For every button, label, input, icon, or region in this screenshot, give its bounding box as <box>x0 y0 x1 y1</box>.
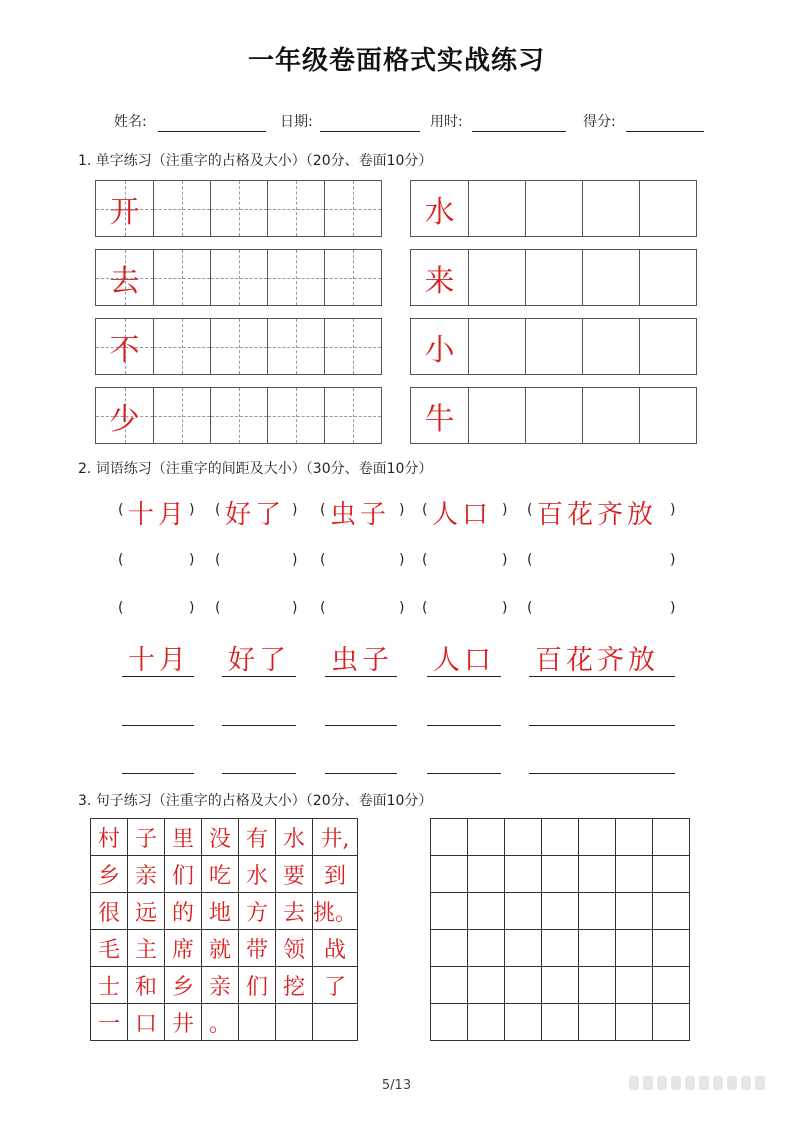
writing-line[interactable] <box>122 725 194 726</box>
char-practice-row <box>410 180 697 237</box>
sentence-cell <box>165 1004 202 1041</box>
sentence-char: 就 <box>208 937 231 963</box>
open-paren: ( <box>320 552 326 568</box>
sentence-cell <box>239 819 276 856</box>
sentence-cell <box>202 819 239 856</box>
sentence-cell <box>276 819 313 856</box>
writing-row <box>431 893 690 930</box>
sentence-char: 亲 <box>208 974 231 1000</box>
sentence-row <box>91 819 358 856</box>
model-word: 十月 <box>128 645 190 676</box>
writing-cell[interactable] <box>267 250 324 305</box>
close-paren: ) <box>399 600 405 616</box>
sentence-cell <box>165 893 202 930</box>
sentence-row <box>91 930 358 967</box>
writing-cell[interactable] <box>468 819 505 856</box>
writing-cell[interactable] <box>153 319 210 374</box>
sentence-cell <box>128 819 165 856</box>
writing-cell[interactable] <box>468 1004 505 1041</box>
writing-row <box>431 930 690 967</box>
sentence-cell <box>313 930 358 967</box>
writing-cell[interactable] <box>431 856 468 893</box>
sentence-char: 们 <box>171 863 194 889</box>
sentence-row <box>91 967 358 1004</box>
model-char-cell <box>96 181 153 236</box>
sentence-cell <box>91 1004 128 1041</box>
writing-line[interactable] <box>325 773 397 774</box>
sentence-cell <box>313 856 358 893</box>
sentence-char: 有 <box>245 826 268 852</box>
name-label: 姓名: <box>114 114 147 130</box>
sentence-char: 带 <box>245 937 268 963</box>
sentence-char: 了 <box>324 974 347 1000</box>
model-char-cell <box>411 250 468 305</box>
sentence-char: 的 <box>171 900 194 926</box>
writing-cell[interactable] <box>505 930 542 967</box>
close-paren: ) <box>502 600 508 616</box>
model-word: 百花齐放 <box>535 645 659 676</box>
sentence-cell <box>91 893 128 930</box>
sentence-cell <box>313 967 358 1004</box>
word-blank[interactable] <box>330 594 397 622</box>
sentence-cell <box>239 930 276 967</box>
writing-cell[interactable] <box>616 967 653 1004</box>
model-char-cell <box>411 388 468 443</box>
open-paren: ( <box>118 502 124 518</box>
writing-cell[interactable] <box>324 181 381 236</box>
close-paren: ) <box>670 600 676 616</box>
open-paren: ( <box>215 600 221 616</box>
word-blank[interactable] <box>432 546 500 574</box>
writing-cell[interactable] <box>616 856 653 893</box>
sentence-cell <box>276 930 313 967</box>
model-char: 开 <box>109 194 140 230</box>
writing-cell[interactable] <box>468 930 505 967</box>
sentence-cell <box>239 856 276 893</box>
sentence-cell <box>276 1004 313 1041</box>
writing-cell[interactable] <box>639 319 696 374</box>
close-paren: ) <box>399 552 405 568</box>
writing-cell[interactable] <box>542 856 579 893</box>
word-blank[interactable] <box>225 546 290 574</box>
watermark <box>629 1076 765 1090</box>
section1-label: 1. 单字练习（注重字的占格及大小）（20分、卷面10分） <box>78 153 433 169</box>
writing-cell[interactable] <box>153 250 210 305</box>
writing-cell[interactable] <box>267 319 324 374</box>
writing-line[interactable] <box>222 773 296 774</box>
writing-cell[interactable] <box>542 1004 579 1041</box>
writing-cell[interactable] <box>525 250 582 305</box>
section3-label: 3. 句子练习（注重字的占格及大小）（20分、卷面10分） <box>78 793 433 809</box>
writing-cell[interactable] <box>431 819 468 856</box>
writing-cell[interactable] <box>616 930 653 967</box>
sentence-char: 地 <box>208 900 231 926</box>
name-field[interactable] <box>158 131 266 132</box>
sentence-cell <box>313 1004 358 1041</box>
sentence-char: 挑。 <box>313 900 358 926</box>
close-paren: ) <box>670 552 676 568</box>
writing-cell[interactable] <box>468 181 525 236</box>
sentence-cell <box>276 856 313 893</box>
sentence-cell <box>276 893 313 930</box>
sentence-char: 。 <box>208 1011 231 1037</box>
writing-cell[interactable] <box>579 856 616 893</box>
sentence-char: 一 <box>97 1011 120 1037</box>
sentence-char: 方 <box>245 900 268 926</box>
writing-cell[interactable] <box>468 319 525 374</box>
close-paren: ) <box>502 502 508 518</box>
sentence-row <box>91 1004 358 1041</box>
writing-cell[interactable] <box>267 181 324 236</box>
writing-cell[interactable] <box>431 1004 468 1041</box>
word-blank[interactable] <box>330 546 397 574</box>
sentence-cell <box>276 967 313 1004</box>
word-blank[interactable] <box>128 594 187 622</box>
writing-cell[interactable] <box>582 388 639 443</box>
close-paren: ) <box>189 502 195 518</box>
date-label: 日期: <box>280 114 313 130</box>
sentence-char: 很 <box>97 900 120 926</box>
sentence-cell <box>91 856 128 893</box>
close-paren: ) <box>292 600 298 616</box>
writing-cell[interactable] <box>210 181 267 236</box>
writing-line[interactable] <box>427 773 501 774</box>
writing-cell[interactable] <box>324 250 381 305</box>
writing-cell[interactable] <box>468 967 505 1004</box>
writing-cell[interactable] <box>505 819 542 856</box>
writing-cell[interactable] <box>639 388 696 443</box>
writing-cell[interactable] <box>542 967 579 1004</box>
close-paren: ) <box>502 552 508 568</box>
writing-cell[interactable] <box>505 967 542 1004</box>
open-paren: ( <box>422 502 428 518</box>
sentence-char: 领 <box>282 937 305 963</box>
writing-cell[interactable] <box>542 819 579 856</box>
sentence-cell <box>128 1004 165 1041</box>
word-blank[interactable] <box>432 594 500 622</box>
open-paren: ( <box>422 552 428 568</box>
writing-cell[interactable] <box>616 893 653 930</box>
model-word: 好了 <box>228 645 290 676</box>
sentence-char: 远 <box>134 900 157 926</box>
writing-cell[interactable] <box>639 250 696 305</box>
open-paren: ( <box>320 600 326 616</box>
writing-line[interactable] <box>122 676 194 677</box>
sentence-char: 水 <box>245 863 268 889</box>
writing-cell[interactable] <box>582 319 639 374</box>
score-field[interactable] <box>626 131 704 132</box>
model-char: 不 <box>109 332 140 368</box>
char-practice-row <box>95 249 382 306</box>
time-field[interactable] <box>472 131 566 132</box>
writing-line[interactable] <box>325 676 397 677</box>
writing-cell[interactable] <box>525 181 582 236</box>
writing-cell[interactable] <box>653 930 690 967</box>
sentence-char: 席 <box>171 937 194 963</box>
writing-cell[interactable] <box>267 388 324 443</box>
char-practice-row <box>95 180 382 237</box>
sentence-cell <box>128 893 165 930</box>
sentence-cell <box>313 819 358 856</box>
word-blank[interactable] <box>537 594 668 622</box>
writing-cell[interactable] <box>153 181 210 236</box>
model-char-cell <box>96 250 153 305</box>
sentence-cell <box>239 1004 276 1041</box>
sentence-char: 要 <box>282 863 305 889</box>
model-word: 好了 <box>225 500 286 530</box>
sentence-cell <box>91 819 128 856</box>
open-paren: ( <box>527 552 533 568</box>
sentence-char: 乡 <box>171 974 194 1000</box>
word-blank[interactable] <box>537 546 668 574</box>
writing-cell[interactable] <box>431 893 468 930</box>
sentence-char: 吃 <box>208 863 231 889</box>
writing-cell[interactable] <box>653 856 690 893</box>
writing-cell[interactable] <box>324 319 381 374</box>
sentence-cell <box>202 967 239 1004</box>
close-paren: ) <box>399 502 405 518</box>
sentence-char: 到 <box>324 863 347 889</box>
model-word: 人口 <box>433 645 495 676</box>
close-paren: ) <box>292 552 298 568</box>
writing-cell[interactable] <box>653 819 690 856</box>
writing-cell[interactable] <box>653 967 690 1004</box>
section2-label: 2. 词语练习（注重字的间距及大小）（30分、卷面10分） <box>78 461 433 477</box>
writing-cell[interactable] <box>505 856 542 893</box>
sentence-cell <box>165 856 202 893</box>
writing-line[interactable] <box>529 725 675 726</box>
word-blank[interactable] <box>225 594 290 622</box>
sentence-char: 毛 <box>97 937 120 963</box>
model-word: 十月 <box>128 500 189 530</box>
open-paren: ( <box>527 502 533 518</box>
word-blank[interactable] <box>128 546 187 574</box>
writing-line[interactable] <box>529 676 675 677</box>
sentence-char: 和 <box>134 974 157 1000</box>
char-practice-row <box>410 318 697 375</box>
sentence-char: 挖 <box>282 974 305 1000</box>
writing-row <box>431 967 690 1004</box>
writing-cell[interactable] <box>468 250 525 305</box>
model-char: 牛 <box>424 401 455 437</box>
char-practice-row <box>95 318 382 375</box>
date-field[interactable] <box>320 131 420 132</box>
sentence-char: 井, <box>320 826 350 852</box>
writing-line[interactable] <box>222 725 296 726</box>
close-paren: ) <box>189 552 195 568</box>
writing-cell[interactable] <box>653 1004 690 1041</box>
char-practice-row <box>410 249 697 306</box>
writing-cell[interactable] <box>616 1004 653 1041</box>
writing-line[interactable] <box>529 773 675 774</box>
close-paren: ) <box>670 502 676 518</box>
sentence-cell <box>165 967 202 1004</box>
writing-cell[interactable] <box>153 388 210 443</box>
sentence-char: 没 <box>208 826 231 852</box>
model-word: 虫子 <box>331 645 393 676</box>
model-word: 百花齐放 <box>537 500 658 530</box>
writing-line[interactable] <box>222 676 296 677</box>
writing-row <box>431 856 690 893</box>
writing-cell[interactable] <box>579 1004 616 1041</box>
writing-cell[interactable] <box>324 388 381 443</box>
open-paren: ( <box>320 502 326 518</box>
writing-cell[interactable] <box>542 893 579 930</box>
model-char: 水 <box>424 194 455 230</box>
model-word: 人口 <box>432 500 493 530</box>
sentence-char: 亲 <box>134 863 157 889</box>
model-char: 来 <box>424 263 455 299</box>
sentence-cell <box>91 967 128 1004</box>
sentence-cell <box>239 967 276 1004</box>
writing-cell[interactable] <box>210 250 267 305</box>
open-paren: ( <box>118 552 124 568</box>
sentence-model-grid <box>90 818 358 1041</box>
model-char: 去 <box>109 263 140 299</box>
page-number: 5/13 <box>381 1078 412 1093</box>
sentence-cell <box>202 856 239 893</box>
sentence-cell <box>202 1004 239 1041</box>
sentence-writing-grid[interactable] <box>430 818 690 1041</box>
model-char: 少 <box>109 401 140 437</box>
writing-cell[interactable] <box>468 856 505 893</box>
sentence-cell <box>239 893 276 930</box>
page-title: 一年级卷面格式实战练习 <box>247 46 545 76</box>
writing-cell[interactable] <box>582 181 639 236</box>
sentence-char: 乡 <box>97 863 120 889</box>
open-paren: ( <box>422 600 428 616</box>
open-paren: ( <box>118 600 124 616</box>
writing-cell[interactable] <box>616 819 653 856</box>
writing-cell[interactable] <box>653 893 690 930</box>
writing-cell[interactable] <box>542 930 579 967</box>
sentence-char: 里 <box>171 826 194 852</box>
char-practice-row <box>410 387 697 444</box>
sentence-char: 战 <box>324 937 347 963</box>
writing-cell[interactable] <box>582 250 639 305</box>
writing-row <box>431 1004 690 1041</box>
sentence-cell <box>128 856 165 893</box>
writing-cell[interactable] <box>579 967 616 1004</box>
open-paren: ( <box>527 600 533 616</box>
writing-line[interactable] <box>427 725 501 726</box>
sentence-char: 士 <box>97 974 120 1000</box>
sentence-row <box>91 856 358 893</box>
writing-cell[interactable] <box>210 388 267 443</box>
sentence-cell <box>165 930 202 967</box>
model-char-cell <box>411 319 468 374</box>
sentence-char: 水 <box>282 826 305 852</box>
close-paren: ) <box>292 502 298 518</box>
time-label: 用时: <box>430 114 463 130</box>
sentence-cell <box>165 819 202 856</box>
writing-cell[interactable] <box>579 819 616 856</box>
sentence-cell <box>202 930 239 967</box>
open-paren: ( <box>215 552 221 568</box>
writing-row <box>431 819 690 856</box>
writing-cell[interactable] <box>210 319 267 374</box>
sentence-char: 井 <box>171 1011 194 1037</box>
writing-cell[interactable] <box>525 319 582 374</box>
writing-cell[interactable] <box>525 388 582 443</box>
writing-cell[interactable] <box>639 181 696 236</box>
sentence-char: 主 <box>134 937 157 963</box>
writing-cell[interactable] <box>505 1004 542 1041</box>
single-char-left-grid <box>95 180 382 456</box>
sentence-cell <box>313 893 358 930</box>
sentence-char: 去 <box>282 900 305 926</box>
sentence-char: 子 <box>134 826 157 852</box>
close-paren: ) <box>189 600 195 616</box>
model-char-cell <box>96 319 153 374</box>
single-char-right-grid <box>410 180 697 456</box>
sentence-char: 口 <box>134 1011 157 1037</box>
char-practice-row <box>95 387 382 444</box>
sentence-char: 们 <box>245 974 268 1000</box>
writing-line[interactable] <box>427 676 501 677</box>
writing-cell[interactable] <box>468 893 505 930</box>
sentence-char: 村 <box>97 826 120 852</box>
score-label: 得分: <box>583 114 616 130</box>
sentence-cell <box>202 893 239 930</box>
sentence-cell <box>128 967 165 1004</box>
writing-cell[interactable] <box>431 930 468 967</box>
writing-cell[interactable] <box>431 967 468 1004</box>
sentence-cell <box>91 930 128 967</box>
writing-cell[interactable] <box>505 893 542 930</box>
writing-cell[interactable] <box>579 893 616 930</box>
sentence-row <box>91 893 358 930</box>
model-char: 小 <box>424 332 455 368</box>
sentence-cell <box>128 930 165 967</box>
open-paren: ( <box>215 502 221 518</box>
model-char-cell <box>411 181 468 236</box>
writing-cell[interactable] <box>579 930 616 967</box>
writing-line[interactable] <box>325 725 397 726</box>
model-word: 虫子 <box>330 500 391 530</box>
writing-cell[interactable] <box>468 388 525 443</box>
writing-line[interactable] <box>122 773 194 774</box>
model-char-cell <box>96 388 153 443</box>
